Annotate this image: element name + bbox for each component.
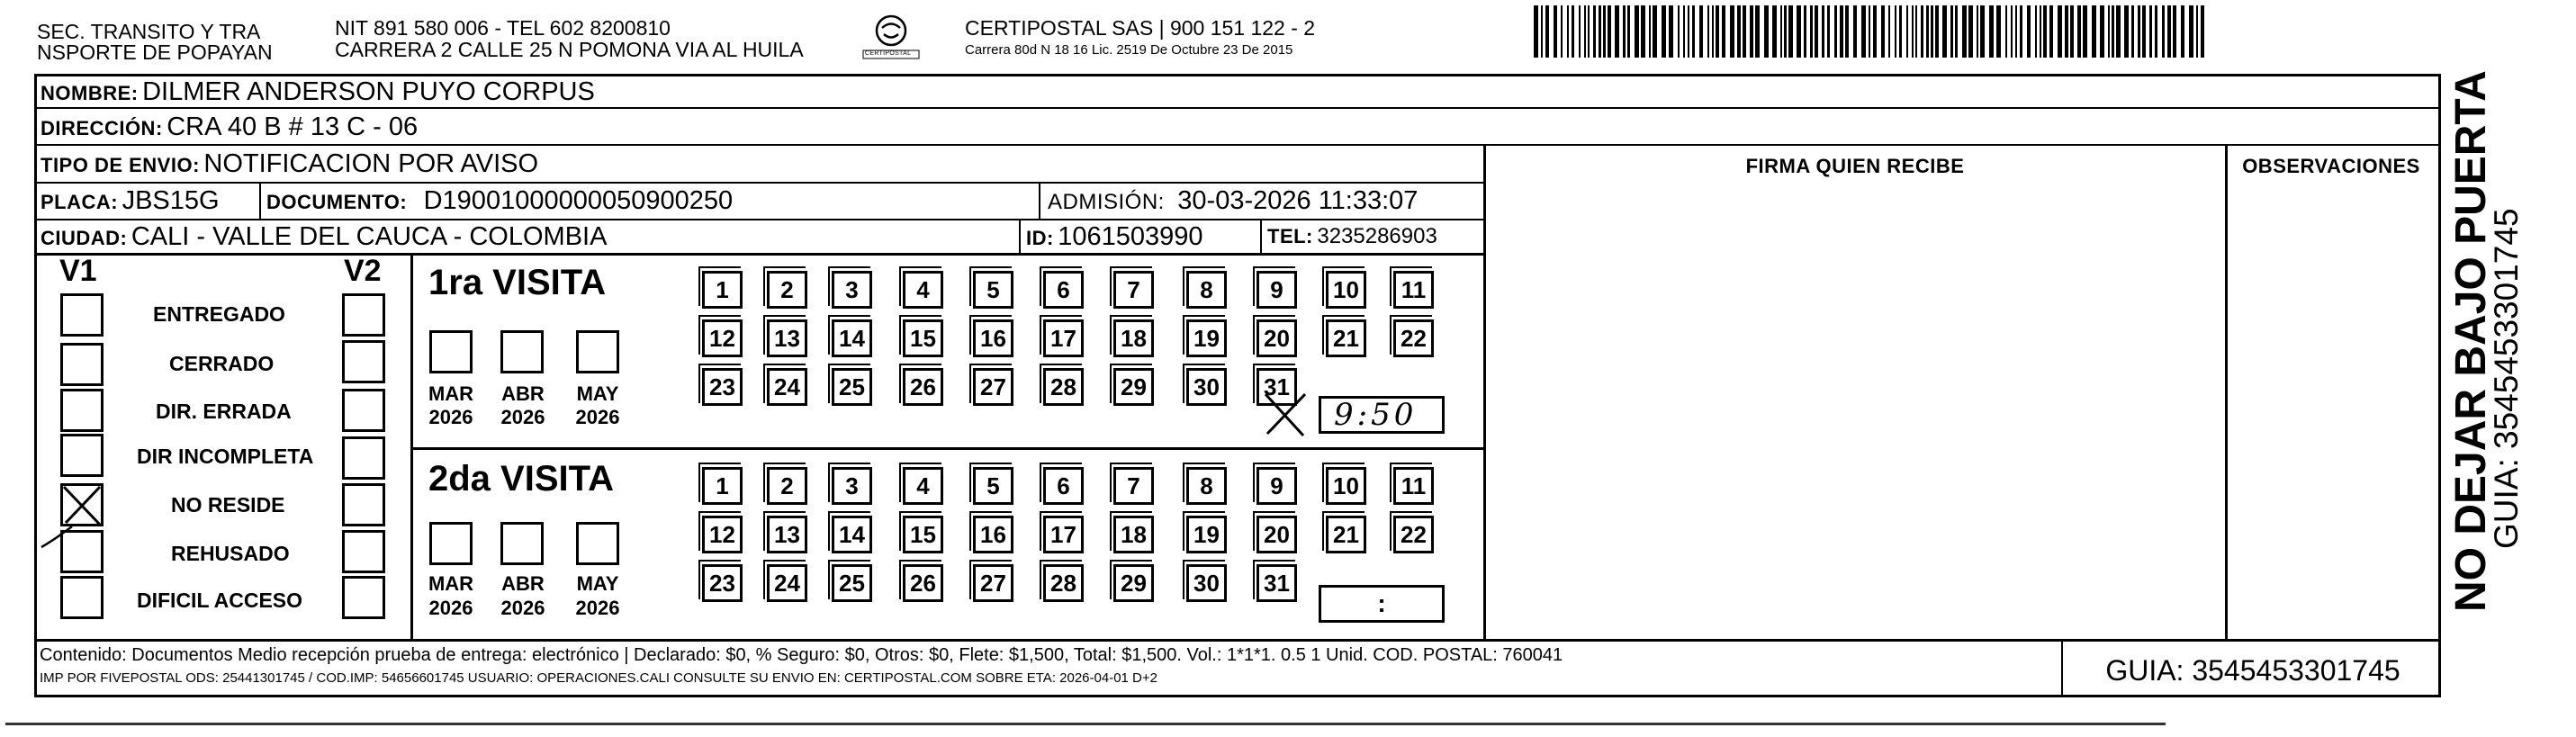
option-entregado: ENTREGADO bbox=[153, 302, 285, 326]
second-visit-day-15[interactable]: 15 bbox=[903, 516, 943, 553]
first-visit-day-1[interactable]: 1 bbox=[702, 271, 743, 309]
barcode-bar bbox=[1827, 5, 1830, 58]
second-visit-day-20[interactable]: 20 bbox=[1256, 516, 1297, 553]
barcode-bar bbox=[1541, 5, 1543, 58]
first-visit-day-26[interactable]: 26 bbox=[903, 368, 943, 406]
first-visit-month-abr: ABR bbox=[501, 382, 545, 405]
second-visit-day-31[interactable]: 31 bbox=[1256, 564, 1297, 602]
barcode-bar bbox=[1572, 5, 1574, 58]
barcode-bar bbox=[1608, 5, 1611, 58]
second-visit-day-1[interactable]: 1 bbox=[702, 467, 743, 505]
second-visit-day-6[interactable]: 6 bbox=[1043, 467, 1084, 505]
barcode-bar bbox=[1899, 5, 1902, 58]
v1-checkbox-dir-errada[interactable] bbox=[60, 389, 104, 432]
placa-label: PLACA: bbox=[41, 191, 119, 213]
second-visit-day-5[interactable]: 5 bbox=[973, 467, 1013, 505]
id-cell bbox=[1026, 220, 1203, 257]
barcode-bar bbox=[1780, 5, 1782, 58]
barcode-bar bbox=[2155, 5, 2157, 58]
sender-name-line2: NSPORTE DE POPAYAN bbox=[37, 40, 273, 64]
sender-nit: NIT 891 580 006 - TEL 602 8200810 bbox=[335, 16, 671, 40]
second-visit-year-abr: 2026 bbox=[500, 597, 545, 619]
barcode-bar bbox=[2108, 5, 2110, 58]
nombre-value: DILMER ANDERSON PUYO CORPUS bbox=[142, 77, 595, 106]
barcode-bar bbox=[1950, 5, 1953, 58]
first-visit-title: 1ra VISITA bbox=[428, 263, 607, 302]
first-visit-month-may-box[interactable] bbox=[576, 330, 619, 373]
first-visit-day-16[interactable]: 16 bbox=[973, 319, 1013, 357]
v1-checkbox-cerrado[interactable] bbox=[60, 343, 104, 386]
first-visit-day-7[interactable]: 7 bbox=[1113, 271, 1154, 309]
barcode-bar bbox=[1678, 5, 1680, 58]
v2-checkbox-cerrado[interactable] bbox=[342, 340, 385, 383]
barcode-bar bbox=[1980, 5, 1985, 58]
first-visit-day-23[interactable]: 23 bbox=[702, 368, 743, 406]
barcode-bar bbox=[1915, 5, 1917, 58]
placa-value: JBS15G bbox=[122, 186, 220, 215]
tipo-envio-value: NOTIFICACION POR AVISO bbox=[203, 149, 539, 178]
first-visit-day-3[interactable]: 3 bbox=[832, 271, 872, 309]
barcode-bar bbox=[1797, 5, 1801, 58]
barcode-bar bbox=[2201, 5, 2204, 58]
barcode-bar bbox=[1730, 5, 1734, 58]
barcode-bar bbox=[1649, 5, 1651, 58]
second-visit-day-24[interactable]: 24 bbox=[767, 564, 807, 602]
barcode-bar bbox=[2092, 5, 2096, 58]
first-visit-day-13[interactable]: 13 bbox=[767, 319, 807, 357]
barcode-bar bbox=[1588, 5, 1590, 58]
barcode-bar bbox=[1567, 5, 1569, 58]
second-visit-day-3[interactable]: 3 bbox=[832, 467, 872, 505]
v2-checkbox-dir-incompleta[interactable] bbox=[342, 436, 385, 480]
direccion-label: DIRECCIÓN: bbox=[41, 117, 163, 139]
barcode-bar bbox=[1788, 5, 1793, 58]
barcode-bar bbox=[1579, 5, 1581, 58]
documento-label: DOCUMENTO: bbox=[266, 191, 408, 213]
second-visit-day-18[interactable]: 18 bbox=[1113, 516, 1154, 553]
barcode-bar bbox=[1977, 5, 1978, 58]
first-visit-year-abr: 2026 bbox=[500, 406, 545, 428]
barcode-bar bbox=[1737, 5, 1741, 58]
barcode-bar bbox=[1764, 5, 1769, 58]
barcode-bar bbox=[1561, 5, 1563, 58]
second-visit-day-10[interactable]: 10 bbox=[1326, 467, 1366, 505]
barcode-bar bbox=[1635, 5, 1639, 58]
barcode-bar bbox=[2162, 5, 2165, 58]
barcode-bar bbox=[1942, 5, 1947, 58]
barcode-bar bbox=[1853, 5, 1857, 58]
barcode-bar bbox=[2112, 5, 2114, 58]
barcode-bar bbox=[1584, 5, 1586, 58]
sender-address: CARRERA 2 CALLE 25 N POMONA VIA AL HUILA bbox=[335, 38, 804, 61]
v2-checkbox-dir-errada[interactable] bbox=[342, 389, 385, 432]
barcode-bar bbox=[2011, 5, 2013, 58]
first-visit-day-31[interactable]: 31 bbox=[1256, 368, 1297, 406]
barcode-bar bbox=[1912, 5, 1914, 58]
second-visit-day-17[interactable]: 17 bbox=[1043, 516, 1084, 553]
barcode-bar bbox=[2124, 5, 2129, 58]
v2-checkbox-no-reside[interactable] bbox=[342, 483, 385, 526]
barcode-bar bbox=[1599, 5, 1601, 58]
tipo-envio-row bbox=[41, 148, 538, 184]
second-visit-month-abr: ABR bbox=[501, 572, 545, 595]
ciudad-cell bbox=[41, 220, 607, 257]
barcode-bar bbox=[2083, 5, 2087, 58]
barcode-bar bbox=[1873, 5, 1877, 58]
barcode-bar bbox=[1869, 5, 1870, 58]
barcode-bar bbox=[1861, 5, 1866, 58]
barcode-bar bbox=[2189, 5, 2193, 58]
first-visit-day-2[interactable]: 2 bbox=[767, 271, 807, 309]
first-visit-day-11[interactable]: 11 bbox=[1393, 271, 1434, 309]
company-license: Carrera 80d N 18 16 Lic. 2519 De Octubre 23 De 2015 bbox=[965, 42, 1293, 58]
direccion-value: CRA 40 B # 13 C - 06 bbox=[167, 112, 419, 141]
option-no-reside: NO RESIDE bbox=[171, 493, 285, 517]
barcode-bar bbox=[2100, 5, 2104, 58]
barcode-bar bbox=[1743, 5, 1746, 58]
second-visit-day-27[interactable]: 27 bbox=[973, 564, 1013, 602]
barcode-bar bbox=[1996, 5, 2001, 58]
barcode-bar bbox=[1834, 5, 1837, 58]
first-visit-time-handwritten: 9:50 bbox=[1334, 397, 1418, 433]
second-visit-day-28[interactable]: 28 bbox=[1043, 564, 1084, 602]
first-visit-month-mar: MAR bbox=[428, 382, 474, 405]
first-visit-month-abr-box[interactable] bbox=[500, 330, 544, 373]
first-visit-day-6[interactable]: 6 bbox=[1043, 271, 1084, 309]
barcode-bar bbox=[2043, 5, 2047, 58]
barcode-bar bbox=[2049, 5, 2053, 58]
barcode-bar bbox=[1707, 5, 1709, 58]
tel-value: 3235286903 bbox=[1317, 224, 1437, 248]
first-visit-day-5[interactable]: 5 bbox=[973, 271, 1013, 309]
barcode-bar bbox=[1615, 5, 1619, 58]
second-visit-day-11[interactable]: 11 bbox=[1393, 467, 1434, 505]
logo-text: CERTIPOSTAL bbox=[865, 50, 912, 57]
barcode-bar bbox=[1845, 5, 1849, 58]
side-guia-text: GUIA: 3545453301745 bbox=[2488, 208, 2525, 549]
barcode-bar bbox=[2040, 5, 2041, 58]
documento-value: D19001000000050900250 bbox=[423, 186, 734, 215]
barcode-bar bbox=[1989, 5, 1994, 58]
second-visit-day-2[interactable]: 2 bbox=[767, 467, 807, 505]
barcode-bar bbox=[1962, 5, 1967, 58]
first-visit-day-17[interactable]: 17 bbox=[1043, 319, 1084, 357]
firma-header: FIRMA QUIEN RECIBE bbox=[1745, 155, 1965, 177]
v1-checkbox-dificil-acceso[interactable] bbox=[60, 576, 104, 619]
barcode-bar bbox=[2077, 5, 2081, 58]
v2-checkbox-entregado[interactable] bbox=[342, 293, 385, 337]
second-visit-title: 2da VISITA bbox=[428, 459, 614, 499]
option-dificil-acceso: DIFICIL ACCESO bbox=[137, 589, 303, 612]
barcode-bar bbox=[2142, 5, 2146, 58]
admision-label: ADMISIÓN: bbox=[1048, 190, 1165, 214]
barcode-bar bbox=[2058, 5, 2062, 58]
second-visit-year-may: 2026 bbox=[575, 597, 620, 619]
sender-name-line1: SEC. TRANSITO Y TRA bbox=[37, 20, 261, 43]
barcode-bar bbox=[2015, 5, 2017, 58]
barcode-bar bbox=[2173, 5, 2176, 58]
barcode-bar bbox=[1603, 5, 1606, 58]
barcode-bar bbox=[1554, 5, 1557, 58]
barcode-bar bbox=[1627, 5, 1630, 58]
second-visit-day-8[interactable]: 8 bbox=[1186, 467, 1227, 505]
placa-cell bbox=[41, 184, 220, 221]
first-visit-month-mar-box[interactable] bbox=[429, 330, 473, 373]
barcode-bar bbox=[2138, 5, 2140, 58]
handwritten-pen-stroke bbox=[36, 486, 108, 549]
second-visit-day-12[interactable]: 12 bbox=[702, 516, 743, 553]
first-visit-day-27[interactable]: 27 bbox=[973, 368, 1013, 406]
barcode-bar bbox=[1815, 5, 1818, 58]
barcode-bar bbox=[1722, 5, 1725, 58]
barcode-bar bbox=[2020, 5, 2022, 58]
second-visit-day-14[interactable]: 14 bbox=[832, 516, 872, 553]
first-visit-day-28[interactable]: 28 bbox=[1043, 368, 1084, 406]
first-visit-day-20[interactable]: 20 bbox=[1256, 319, 1297, 357]
first-visit-day-9[interactable]: 9 bbox=[1256, 271, 1297, 309]
second-visit-time-box[interactable]: : bbox=[1319, 585, 1445, 623]
first-visit-day-24[interactable]: 24 bbox=[767, 368, 807, 406]
barcode-bar bbox=[1653, 5, 1657, 58]
ciudad-value: CALI - VALLE DEL CAUCA - COLOMBIA bbox=[131, 222, 608, 251]
id-label: ID: bbox=[1026, 227, 1054, 249]
v2-checkbox-dificil-acceso[interactable] bbox=[342, 576, 385, 619]
barcode-bar bbox=[2065, 5, 2068, 58]
barcode-bar bbox=[1968, 5, 1973, 58]
barcode-bar bbox=[1822, 5, 1824, 58]
first-visit-day-29[interactable]: 29 bbox=[1113, 368, 1154, 406]
barcode-bar bbox=[2167, 5, 2171, 58]
footer-content-line: Contenido: Documentos Medio recepción prueba de entrega: electrónico | Declarado: $0, % Seguro: $0, Otros: $0, Flete: $1,500, Total: $1,500. Vol.: 1*1*1. 0.5 1 Unid. COD. POSTAL: 760041 bbox=[40, 645, 1563, 665]
first-visit-month-may: MAY bbox=[576, 382, 619, 405]
first-visit-day-22[interactable]: 22 bbox=[1393, 319, 1434, 357]
footer-guia-box: GUIA: 3545453301745 bbox=[2105, 654, 2400, 687]
second-visit-month-may: MAY bbox=[576, 572, 619, 595]
second-visit-day-26[interactable]: 26 bbox=[903, 564, 943, 602]
second-visit-day-13[interactable]: 13 bbox=[767, 516, 807, 553]
barcode-bar bbox=[2027, 5, 2031, 58]
barcode-bar bbox=[1692, 5, 1695, 58]
first-visit-day-4[interactable]: 4 bbox=[903, 271, 943, 309]
certipostal-logo bbox=[860, 13, 923, 63]
direccion-row bbox=[41, 111, 418, 148]
barcode-bar bbox=[1810, 5, 1813, 58]
barcode-bar bbox=[1772, 5, 1777, 58]
barcode-bar bbox=[1881, 5, 1885, 58]
first-visit-day-14[interactable]: 14 bbox=[832, 319, 872, 357]
second-visit-day-25[interactable]: 25 bbox=[832, 564, 872, 602]
option-cerrado: CERRADO bbox=[169, 352, 275, 375]
side-warning-text: NO DEJAR BAJO PUERTA bbox=[2447, 70, 2495, 612]
option-dir-errada: DIR. ERRADA bbox=[156, 400, 292, 423]
first-visit-day-8[interactable]: 8 bbox=[1186, 271, 1227, 309]
barcode-bar bbox=[2116, 5, 2121, 58]
barcode-bar bbox=[1593, 5, 1596, 58]
second-visit-day-22[interactable]: 22 bbox=[1393, 516, 1434, 553]
v1-checkbox-dir-incompleta[interactable] bbox=[60, 434, 104, 477]
handwritten-day-mark bbox=[1258, 387, 1312, 441]
id-value: 1061503990 bbox=[1058, 222, 1203, 251]
barcode-bar bbox=[1784, 5, 1787, 58]
barcode-bar bbox=[1699, 5, 1703, 58]
tipo-envio-label: TIPO DE ENVIO: bbox=[41, 154, 200, 176]
barcode-bar bbox=[1895, 5, 1896, 58]
barcode-bar bbox=[1534, 5, 1538, 58]
barcode-bar bbox=[1669, 5, 1673, 58]
barcode-bar bbox=[1750, 5, 1753, 58]
barcode-bar bbox=[1755, 5, 1760, 58]
second-visit-day-9[interactable]: 9 bbox=[1256, 467, 1297, 505]
first-visit-day-30[interactable]: 30 bbox=[1186, 368, 1227, 406]
barcode-bar bbox=[1716, 5, 1719, 58]
barcode-bar bbox=[1623, 5, 1626, 58]
barcode-bar bbox=[1662, 5, 1666, 58]
barcode-bar bbox=[2149, 5, 2152, 58]
second-visit-month-abr-box[interactable] bbox=[500, 522, 544, 565]
second-visit-year-mar: 2026 bbox=[428, 597, 473, 619]
admision-value: 30-03-2026 11:33:07 bbox=[1177, 186, 1419, 215]
v1-checkbox-entregado[interactable] bbox=[60, 293, 104, 337]
barcode-bar bbox=[2181, 5, 2184, 58]
barcode-bar bbox=[1683, 5, 1685, 58]
barcode-bar bbox=[1840, 5, 1843, 58]
option-dir-incompleta: DIR INCOMPLETA bbox=[137, 445, 314, 468]
first-visit-day-19[interactable]: 19 bbox=[1186, 319, 1227, 357]
first-visit-day-15[interactable]: 15 bbox=[903, 319, 943, 357]
company-name: CERTIPOSTAL SAS | 900 151 122 - 2 bbox=[965, 16, 1316, 40]
second-visit-day-19[interactable]: 19 bbox=[1186, 516, 1227, 553]
tel-cell bbox=[1267, 220, 1437, 256]
tracking-barcode bbox=[1534, 5, 2212, 58]
first-visit-day-25[interactable]: 25 bbox=[832, 368, 872, 406]
option-rehusado: REHUSADO bbox=[171, 542, 290, 565]
second-visit-day-23[interactable]: 23 bbox=[702, 564, 743, 602]
second-visit-month-mar-box[interactable] bbox=[429, 522, 473, 565]
barcode-bar bbox=[2035, 5, 2037, 58]
barcode-bar bbox=[2070, 5, 2074, 58]
second-visit-month-may-box[interactable] bbox=[576, 522, 619, 565]
nombre-label: NOMBRE: bbox=[41, 82, 139, 104]
observaciones-header: OBSERVACIONES bbox=[2242, 155, 2420, 177]
barcode-bar bbox=[1906, 5, 1908, 58]
admision-cell bbox=[1048, 184, 1418, 221]
first-visit-day-12[interactable]: 12 bbox=[702, 319, 743, 357]
first-visit-day-18[interactable]: 18 bbox=[1113, 319, 1154, 357]
first-visit-time-box[interactable] bbox=[1319, 396, 1445, 434]
v2-checkbox-rehusado[interactable] bbox=[342, 530, 385, 573]
barcode-bar bbox=[1804, 5, 1806, 58]
nombre-row bbox=[41, 76, 595, 112]
first-visit-day-10[interactable]: 10 bbox=[1326, 271, 1366, 309]
first-visit-day-21[interactable]: 21 bbox=[1326, 319, 1366, 357]
footer-print-line: IMP POR FIVEPOSTAL ODS: 25441301745 / COD.IMP: 54656601745 USUARIO: OPERACIONES.CALI CONSULTE SU ENVIO EN: CERTIPOSTAL.COM SOBRE ETA: 2026-04-01 D+2 bbox=[40, 670, 1157, 686]
barcode-bar bbox=[1935, 5, 1939, 58]
barcode-bar bbox=[1688, 5, 1689, 58]
v1-label: V1 bbox=[59, 254, 97, 288]
barcode-bar bbox=[1888, 5, 1890, 58]
barcode-bar bbox=[2131, 5, 2134, 58]
first-visit-year-mar: 2026 bbox=[428, 406, 473, 428]
second-visit-month-mar: MAR bbox=[428, 572, 474, 595]
first-visit-year-may: 2026 bbox=[575, 406, 620, 428]
v2-label: V2 bbox=[344, 254, 382, 288]
second-visit-day-21[interactable]: 21 bbox=[1326, 516, 1366, 553]
second-visit-day-29[interactable]: 29 bbox=[1113, 564, 1154, 602]
second-visit-day-30[interactable]: 30 bbox=[1186, 564, 1227, 602]
second-visit-day-7[interactable]: 7 bbox=[1113, 467, 1154, 505]
barcode-bar bbox=[2005, 5, 2007, 58]
tel-label: TEL: bbox=[1267, 225, 1313, 247]
second-visit-day-4[interactable]: 4 bbox=[903, 467, 943, 505]
barcode-bar bbox=[1545, 5, 1549, 58]
documento-cell bbox=[266, 184, 733, 221]
ciudad-label: CIUDAD: bbox=[41, 227, 128, 249]
barcode-bar bbox=[1926, 5, 1929, 58]
barcode-bar bbox=[1641, 5, 1645, 58]
barcode-bar bbox=[1931, 5, 1933, 58]
barcode-bar bbox=[1921, 5, 1923, 58]
second-visit-day-16[interactable]: 16 bbox=[973, 516, 1013, 553]
barcode-bar bbox=[1955, 5, 1958, 58]
barcode-bar bbox=[2196, 5, 2198, 58]
barcode-bar bbox=[1712, 5, 1714, 58]
